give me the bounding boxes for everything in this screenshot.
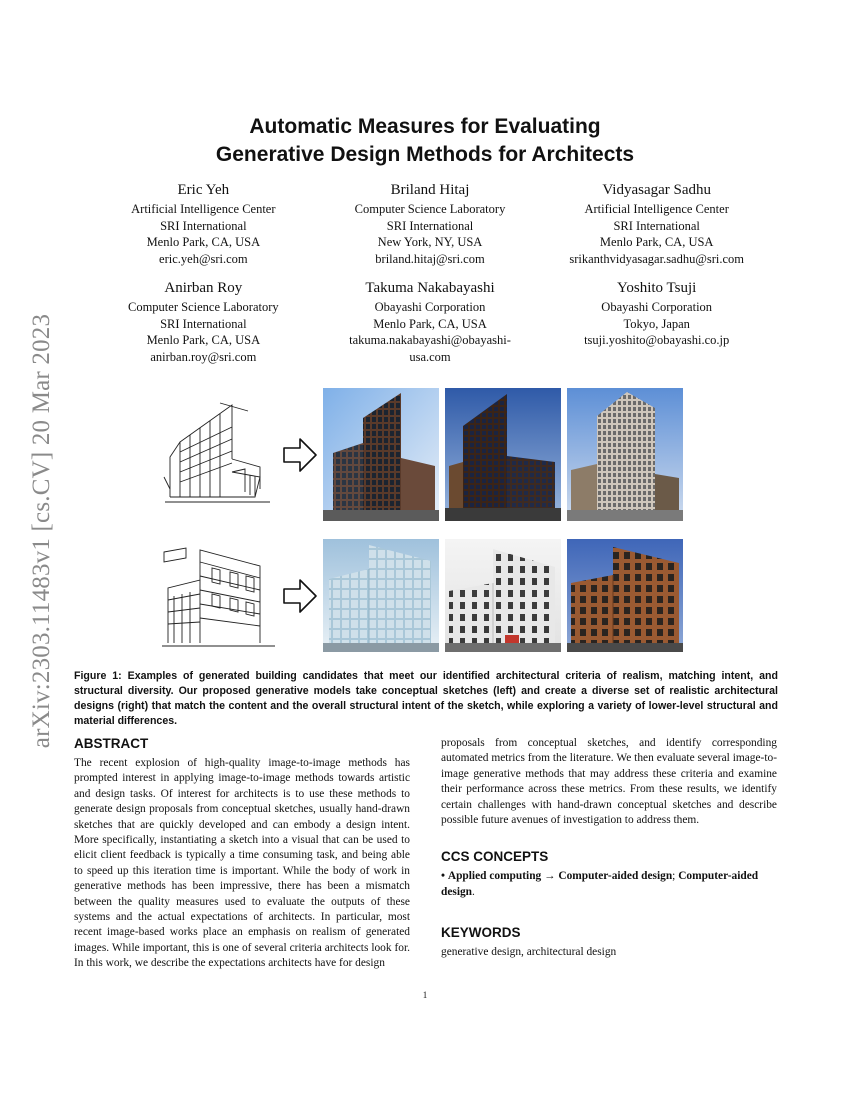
- author-location: Menlo Park, CA, USA: [146, 235, 261, 250]
- author-row-1: [90, 181, 770, 267]
- ccs-concepts-entry: [441, 869, 777, 900]
- author-organization: SRI International: [160, 218, 247, 233]
- ccs-term-computer-aided-design-2: Computer-aided design: [441, 870, 759, 898]
- author-location: Menlo Park, CA, USA: [373, 316, 487, 331]
- abstract-paragraph-continued: proposals from conceptual sketches, and identify corresponding automated metrics from the literature. We then evaluate several image-to-image generative methods that may address these criteria and examine their performance across these metrics. From these results, we identify certain challenges with hand-drawn conceptual sketches and describe possible future avenues of investigation to address them.: [441, 737, 777, 827]
- author-block: [543, 181, 770, 267]
- author-affiliation: Obayashi Corporation: [601, 300, 713, 314]
- author-block: [317, 279, 544, 365]
- left-column: [74, 735, 410, 972]
- author-email[interactable]: briland.hitaj@sri.com: [375, 251, 485, 266]
- author-affiliation: Computer Science Laboratory: [128, 300, 279, 314]
- ccs-term-applied-computing: Applied computing: [447, 870, 542, 883]
- abstract-paragraph: The recent explosion of high-quality image-to-image methods has prompted interest in applying image-to-image methods towards artistic and design tasks. Of interest for architects is to use these methods to generate design proposals from conceptual sketches, usually hand-drawn sketches that are quickly developed and can embody a design intent. More specifically, instantiating a sketch into a visual that can be used to elicit client feedback is typically a time consuming task, and being able to speed up this iteration time is important. While the body of work in generative methods has been impressive, there has been a mismatch between the quality measures used to evaluate the outputs of these systems and the actual expectations of architects. In particular, most recent image-based works place an emphasis on realism of generated images. While important, this is one of several criteria architects look for. In this work, we describe the expectations architects have for design: [74, 757, 410, 970]
- author-name: Anirban Roy: [164, 280, 243, 296]
- ccs-bullet: •: [441, 870, 445, 883]
- author-organization: SRI International: [613, 218, 700, 233]
- author-block: [317, 181, 544, 267]
- author-row-2: [90, 279, 770, 365]
- author-email[interactable]: tsuji.yoshito@obayashi.co.jp: [584, 333, 730, 348]
- keywords-text: generative design, architectural design: [441, 946, 617, 959]
- title-line-1: Automatic Measures for Evaluating: [249, 115, 601, 138]
- author-block: [90, 279, 317, 365]
- arrow-icon: [282, 436, 318, 474]
- generated-render-6: [567, 529, 683, 662]
- generated-render-2: [445, 388, 561, 521]
- abstract-heading: ABSTRACT: [74, 736, 149, 751]
- author-location: Menlo Park, CA, USA: [146, 333, 261, 348]
- author-name: Yoshito Tsuji: [617, 280, 697, 296]
- author-location: New York, NY, USA: [377, 235, 483, 250]
- arxiv-identifier[interactable]: arXiv:2303.11483v1 [cs.CV] 20 Mar 2023: [28, 313, 55, 749]
- author-email[interactable]: srikanthvidyasagar.sadhu@sri.com: [569, 251, 745, 266]
- author-organization: SRI International: [160, 316, 247, 331]
- ccs-term-computer-aided-design: Computer-aided design: [558, 870, 673, 883]
- author-affiliation: Computer Science Laboratory: [354, 202, 506, 216]
- author-name: Vidyasagar Sadhu: [602, 182, 711, 198]
- author-name: Briland Hitaj: [390, 182, 470, 198]
- figure-row-2: [160, 529, 689, 662]
- figure-row-1: [160, 388, 689, 521]
- paper-title: [0, 113, 850, 169]
- author-block: [90, 181, 317, 267]
- generated-render-1: [323, 388, 439, 521]
- author-email[interactable]: eric.yeh@sri.com: [159, 251, 248, 266]
- author-affiliation: Artificial Intelligence Center: [131, 202, 276, 216]
- ccs-arrow: →: [544, 870, 556, 883]
- author-email[interactable]: takuma.nakabayashi@obayashi-: [349, 333, 511, 348]
- author-name: Eric Yeh: [177, 182, 230, 198]
- author-organization: SRI International: [386, 218, 474, 233]
- ccs-separator: ;: [672, 870, 676, 883]
- arrow-icon: [282, 577, 318, 615]
- keywords-heading: KEYWORDS: [441, 925, 521, 941]
- generated-render-4: [323, 529, 439, 662]
- author-location: Tokyo, Japan: [623, 316, 690, 331]
- generated-render-5: [445, 529, 561, 662]
- ccs-period: .: [472, 885, 475, 898]
- title-line-2: Generative Design Methods for Architects: [215, 143, 635, 166]
- generated-render-3: [567, 388, 683, 521]
- author-block: [543, 279, 770, 365]
- sketch-drawing-1: [160, 397, 278, 512]
- sketch-drawing-2: [160, 538, 278, 653]
- author-affiliation: Artificial Intelligence Center: [584, 202, 729, 216]
- author-name: Takuma Nakabayashi: [365, 280, 495, 296]
- author-email[interactable]: anirban.roy@sri.com: [150, 349, 257, 364]
- author-affiliation: Obayashi Corporation: [374, 300, 486, 314]
- right-column: [441, 735, 777, 961]
- page-number: 1: [422, 990, 428, 1000]
- figure-caption: Figure 1: Examples of generated building candidates that meet our identified architectural criteria of realism, matching intent, and structural diversity. Our proposed generative models take conceptual sketches (left) and create a diverse set of realistic architectural designs (right) that match the content and the overall structural intent of the sketch, while exploring a variety of lower-level structural and material differences.: [74, 670, 778, 727]
- ccs-concepts-heading: CCS CONCEPTS: [441, 849, 549, 865]
- author-email-continued[interactable]: usa.com: [409, 349, 451, 364]
- author-location: Menlo Park, CA, USA: [599, 235, 714, 250]
